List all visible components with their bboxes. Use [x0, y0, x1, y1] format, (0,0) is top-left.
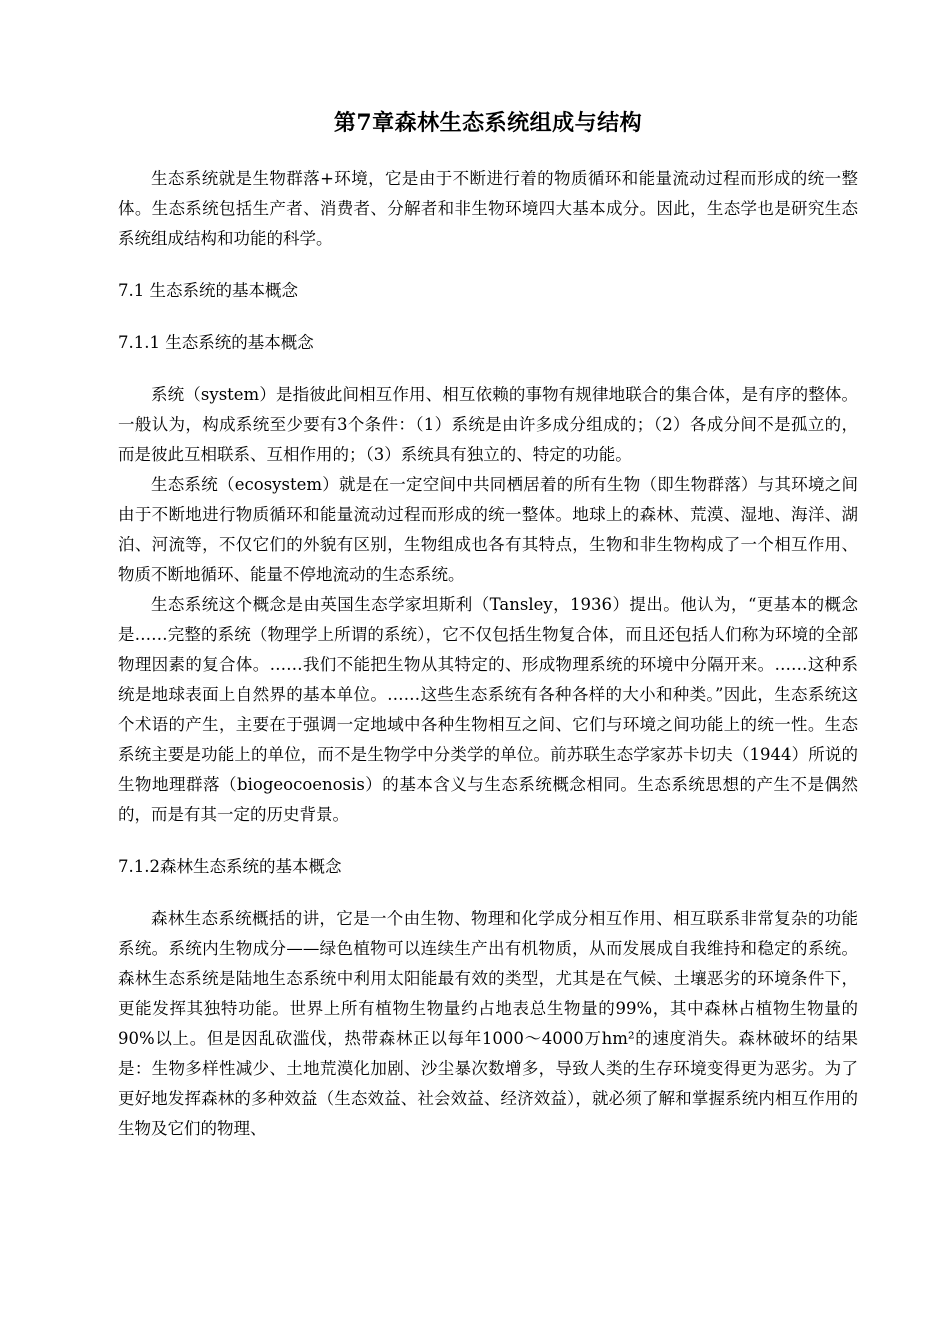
chapter-title: 第7章森林生态系统组成与结构: [333, 110, 643, 136]
intro-paragraph: 生态系统就是生物群落+环境，它是由于不断进行着的物质循环和能量流动过程而形成的统一整体。生态系统包括生产者、消费者、分解者和非生物环境四大基本成分。因此，生态学也是研究生态系统组成结构和功能的科学。: [118, 169, 858, 248]
paragraph-forest-ecosystem: 森林生态系统概括的讲，它是一个由生物、物理和化学成分相互作用、相互联系非常复杂的功能系统。系统内生物成分——绿色植物可以连续生产出有机物质，从而发展成自我维持和稳定的系统。森林生态系统是陆地生态系统中利用太阳能最有效的类型，尤其是在气候、土壤恶劣的环境条件下，更能发挥其独特功能。世界上所有植物生物量约占地表总生物量的99%，其中森林占植物生物量的90%以上。但是因乱砍滥伐，热带森林正以每年1000～4000万hm²的速度消失。森林破坏的结果是：生物多样性减少、土地荒漠化加剧、沙尘暴次数增多，导致人类的生存环境变得更为恶劣。为了更好地发挥森林的多种效益（生态效益、社会效益、经济效益），就必须了解和掌握系统内相互作用的生物及它们的物理、: [118, 909, 858, 1138]
paragraph-ecosystem-history: 生态系统这个概念是由英国生态学家坦斯利（Tansley，1936）提出。他认为，“更基本的概念是……完整的系统（物理学上所谓的系统），它不仅包括生物复合体，而且还包括人们称为环境的全部物理因素的复合体。……我们不能把生物从其特定的、形成物理系统的环境中分隔开来。……这种系统是地球表面上自然界的基本单位。……这些生态系统有各种各样的大小和种类。”因此，生态系统这个术语的产生，主要在于强调一定地域中各种生物相互之间、它们与环境之间功能上的统一性。生态系统主要是功能上的单位，而不是生物学中分类学的单位。前苏联生态学家苏卡切夫（1944）所说的生物地理群落（biogeocoenosis）的基本含义与生态系统概念相同。生态系统思想的产生不是偶然的，而是有其一定的历史背景。: [118, 595, 858, 824]
section-heading-7-1-2: 7.1.2森林生态系统的基本概念: [118, 857, 342, 876]
paragraph-ecosystem-definition: 生态系统（ecosystem）就是在一定空间中共同栖居着的所有生物（即生物群落）与其环境之间由于不断地进行物质循环和能量流动过程而形成的统一整体。地球上的森林、荒漠、湿地、海洋、湖泊、河流等，不仅它们的外貌有区别，生物组成也各有其特点，生物和非生物构成了一个相互作用、物质不断地循环、能量不停地流动的生态系统。: [118, 475, 858, 584]
document-page: [118, 108, 858, 1144]
section-heading-7-1: 7.1 生态系统的基本概念: [118, 281, 298, 300]
paragraph-system-definition: 系统（system）是指彼此间相互作用、相互依赖的事物有规律地联合的集合体，是有序的整体。一般认为，构成系统至少要有3个条件：（1）系统是由许多成分组成的；（2）各成分间不是孤立的，而是彼此互相联系、互相作用的；（3）系统具有独立的、特定的功能。: [118, 385, 858, 464]
section-heading-7-1-1: 7.1.1 生态系统的基本概念: [118, 333, 314, 352]
